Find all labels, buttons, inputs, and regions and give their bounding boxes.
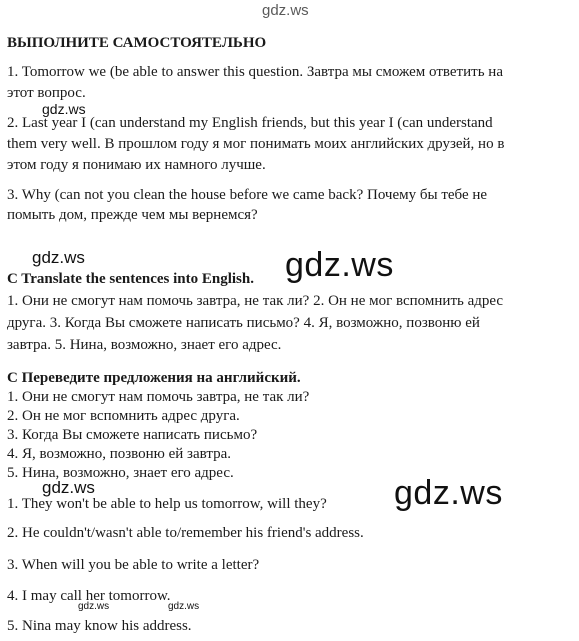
watermark-top: gdz.ws (262, 2, 309, 19)
section-heading-translate-russian: C Переведите предложения на английский. (7, 370, 301, 386)
text-line: этот вопрос. (7, 85, 86, 101)
text-line: 2. Last year I (can understand my English friends, but this year I (can understand (7, 115, 493, 131)
text-line: этом году я понимаю их намного лучше. (7, 157, 266, 173)
list-item: 1. Они не смогут нам помочь завтра, не так ли? (7, 389, 310, 405)
watermark-small: gdz.ws (78, 601, 110, 612)
answer-line: 1. They won't be able to help us tomorrow, will they? (7, 496, 327, 512)
watermark-large: gdz.ws (394, 474, 503, 512)
section-heading-self-study: ВЫПОЛНИТЕ САМОСТОЯТЕЛЬНО (7, 35, 267, 51)
text-line: 3. Why (can not you clean the house before we came back? Почему бы тебе не (7, 187, 488, 203)
answer-line: 3. When will you be able to write a letter? (7, 557, 260, 573)
text-line: завтра. 5. Нина, возможно, знает его адрес. (7, 337, 282, 353)
text-line: друга. 3. Когда Вы сможете написать письмо? 4. Я, возможно, позвоню ей (7, 315, 480, 331)
text-line: them very well. В прошлом году я мог понимать моих английских друзей, но в (7, 136, 505, 152)
watermark: gdz.ws (42, 101, 86, 117)
section-heading-translate-english: C Translate the sentences into English. (7, 271, 254, 287)
list-item: 2. Он не мог вспомнить адрес друга. (7, 408, 240, 424)
answer-line: 5. Nina may know his address. (7, 618, 192, 634)
watermark: gdz.ws (42, 478, 95, 497)
watermark: gdz.ws (32, 248, 85, 267)
text-line: помыть дом, прежде чем мы вернемся? (7, 207, 258, 223)
text-line: 1. Tomorrow we (be able to answer this question. Завтра мы сможем ответить на (7, 64, 503, 80)
list-item: 3. Когда Вы сможете написать письмо? (7, 427, 258, 443)
answer-line: 2. He couldn't/wasn't able to/remember his friend's address. (7, 525, 364, 541)
text-line: 1. Они не смогут нам помочь завтра, не так ли? 2. Он не мог вспомнить адрес (7, 293, 504, 309)
watermark-large: gdz.ws (285, 246, 394, 284)
list-item: 5. Нина, возможно, знает его адрес. (7, 465, 234, 481)
watermark-small: gdz.ws (168, 601, 200, 612)
answer-line: 4. I may call her tomorrow. (7, 588, 171, 604)
list-item: 4. Я, возможно, позвоню ей завтра. (7, 446, 231, 462)
